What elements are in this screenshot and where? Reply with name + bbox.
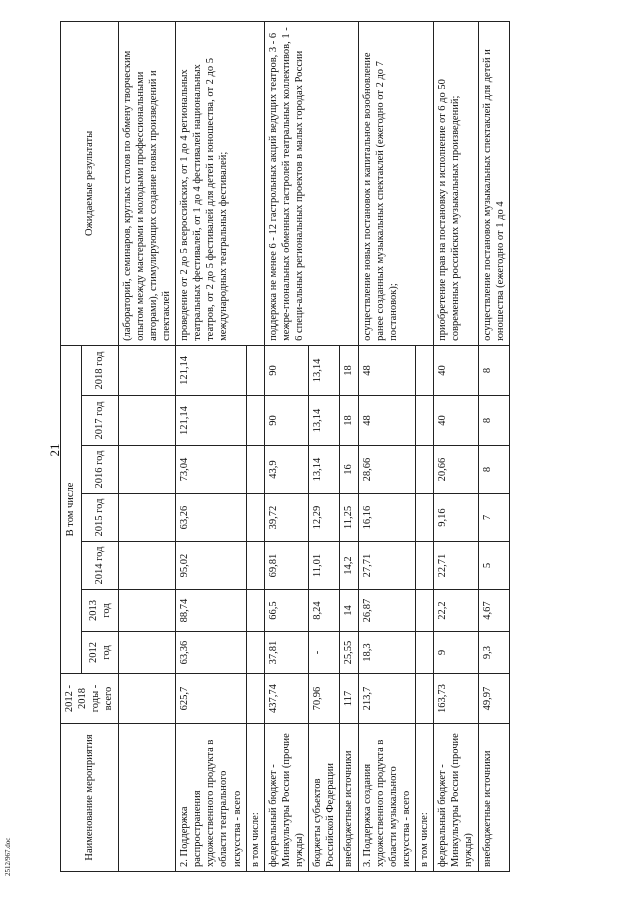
cell-value: 13,14 bbox=[309, 446, 340, 494]
cell-value: 163,73 bbox=[434, 674, 478, 724]
cell-value: 37,81 bbox=[264, 632, 308, 674]
row-name: 2. Поддержка распространения художественного продукта в области театрального искусства - всего bbox=[176, 724, 247, 872]
rotated-table-wrapper bbox=[60, 22, 570, 872]
cell-value: 121,14 bbox=[176, 396, 247, 446]
row-name: федеральный бюджет - Минкультуры России (прочие нужды) bbox=[264, 724, 308, 872]
cell-value: - bbox=[309, 632, 340, 674]
cell-value: 121,14 bbox=[176, 345, 247, 395]
cell-value: 20,66 bbox=[434, 446, 478, 494]
cell-value: 18,3 bbox=[358, 632, 416, 674]
table-row bbox=[478, 21, 509, 871]
cell-value: 90 bbox=[264, 396, 308, 446]
cell-value: 4,67 bbox=[478, 590, 509, 632]
header-year: 2014 год bbox=[82, 542, 118, 590]
row-name: внебюджетные источники bbox=[340, 724, 358, 872]
cell-value: 26,87 bbox=[358, 590, 416, 632]
row-result: приобретение прав на постановку и исполнение от 6 до 50 современных российских музыкальных произведений; bbox=[434, 21, 478, 345]
cell-value: 7 bbox=[478, 494, 509, 542]
continuation-text: (лабораторий, семинаров, круглых столов по обмену творческим опытом между мастерами и молодыми профессиональными авторами), стимулирующих создание новых произведений и спектаклей bbox=[118, 21, 176, 345]
cell-value: 12,29 bbox=[309, 494, 340, 542]
cell-value: 14 bbox=[340, 590, 358, 632]
row-name: в том числе: bbox=[246, 724, 264, 872]
cell-value: 63,26 bbox=[176, 494, 247, 542]
row-result: осуществление новых постановок и капитальное возобновление ранее созданных музыкальных спектаклей (ежегодно от 2 до 7 постановок); bbox=[358, 21, 434, 345]
cell-value: 5 bbox=[478, 542, 509, 590]
cell-value: 48 bbox=[358, 396, 416, 446]
cell-value: 22,2 bbox=[434, 590, 478, 632]
cell-value: 213,7 bbox=[358, 674, 416, 724]
cell-value: 8,24 bbox=[309, 590, 340, 632]
cell-value: 9,3 bbox=[478, 632, 509, 674]
cell-value: 14,2 bbox=[340, 542, 358, 590]
cell-value: 8 bbox=[478, 396, 509, 446]
row-result: осуществление постановок музыкальных спектаклей для детей и юношества (ежегодно от 1 до 4 bbox=[478, 21, 509, 345]
row-result: проведение от 2 до 5 всероссийских, от 1 до 4 региональных театральных фестивалей, от 1 до 4 фестивалей национальных театров, от 2 до 5 фестивалей для детей и юношества, от 2 до 5 международных театральных фестивалей; bbox=[176, 21, 265, 345]
row-name: бюджеты субъектов Российской Федерации bbox=[309, 724, 340, 872]
header-year: 2017 год bbox=[82, 396, 118, 446]
cell-value: 88,74 bbox=[176, 590, 247, 632]
cell-value: 63,36 bbox=[176, 632, 247, 674]
table-row bbox=[118, 21, 176, 871]
header-year: 2018 год bbox=[82, 345, 118, 395]
cell-value: 70,96 bbox=[309, 674, 340, 724]
budget-table bbox=[60, 21, 510, 872]
header-year: 2016 год bbox=[82, 446, 118, 494]
row-name: 3. Поддержка создания художественного продукта в области музыкального искусства - всего bbox=[358, 724, 416, 872]
cell-value: 90 bbox=[264, 345, 308, 395]
cell-value: 9 bbox=[434, 632, 478, 674]
cell-value: 40 bbox=[434, 345, 478, 395]
cell-value: 22,71 bbox=[434, 542, 478, 590]
table-row bbox=[176, 21, 247, 871]
cell-value: 11,01 bbox=[309, 542, 340, 590]
cell-value: 48 bbox=[358, 345, 416, 395]
table-row bbox=[358, 21, 416, 871]
header-total: 2012 - 2018 годы - всего bbox=[61, 674, 119, 724]
row-name: в том числе: bbox=[416, 724, 434, 872]
header-year: 2013 год bbox=[82, 590, 118, 632]
cell-value: 66,5 bbox=[264, 590, 308, 632]
page-number: 21 bbox=[47, 443, 62, 457]
header-year: 2015 год bbox=[82, 494, 118, 542]
header-year: 2012 год bbox=[82, 632, 118, 674]
cell-value: 73,04 bbox=[176, 446, 247, 494]
header-in-total: В том числе bbox=[61, 345, 82, 673]
row-result: поддержка не менее 6 - 12 гастрольных акций ведущих театров, 3 - 6 межре-гиональных обменных гастролей театральных коллективов, 1 - 6 специ-альных региональных проектов в малых городах России bbox=[264, 21, 358, 345]
cell-value: 69,81 bbox=[264, 542, 308, 590]
cell-value: 43,9 bbox=[264, 446, 308, 494]
cell-value: 27,71 bbox=[358, 542, 416, 590]
cell-value: 13,14 bbox=[309, 396, 340, 446]
header-results: Ожидаемые результаты bbox=[61, 21, 119, 345]
cell-value: 437,74 bbox=[264, 674, 308, 724]
footer-filename: 2512/967.doc bbox=[4, 837, 12, 876]
cell-value: 16 bbox=[340, 446, 358, 494]
cell-value: 40 bbox=[434, 396, 478, 446]
cell-value: 8 bbox=[478, 345, 509, 395]
cell-value: 28,66 bbox=[358, 446, 416, 494]
cell-value: 16,16 bbox=[358, 494, 416, 542]
table-row bbox=[434, 21, 478, 871]
cell-value: 18 bbox=[340, 396, 358, 446]
cell-value: 117 bbox=[340, 674, 358, 724]
cell-value: 39,72 bbox=[264, 494, 308, 542]
cell-value: 625,7 bbox=[176, 674, 247, 724]
cell-value: 18 bbox=[340, 345, 358, 395]
header-name: Наименование мероприятия bbox=[61, 724, 119, 872]
cell-value: 49,97 bbox=[478, 674, 509, 724]
row-name: федеральный бюджет - Минкультуры России (прочие нужды) bbox=[434, 724, 478, 872]
cell-value: 11,25 bbox=[340, 494, 358, 542]
cell-value: 25,55 bbox=[340, 632, 358, 674]
table-row bbox=[264, 21, 308, 871]
cell-value: 9,16 bbox=[434, 494, 478, 542]
cell-value: 13,14 bbox=[309, 345, 340, 395]
row-name: внебюджетные источники bbox=[478, 724, 509, 872]
cell-value: 8 bbox=[478, 446, 509, 494]
cell-value: 95,02 bbox=[176, 542, 247, 590]
